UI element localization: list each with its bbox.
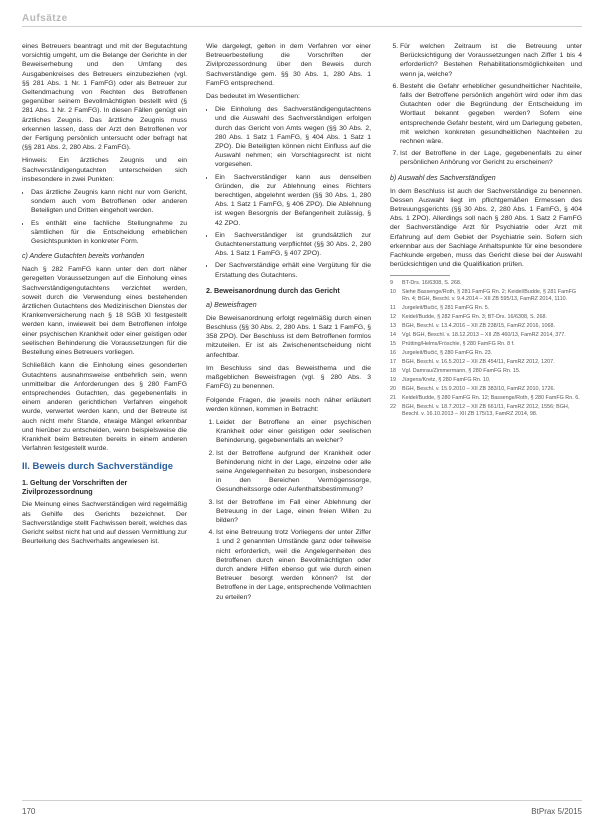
list-item: • Das ärztliche Zeugnis kann nicht nur vom Gericht, sondern auch vom Betroffenen oder anderen Beteiligten und Dritten eingeholt werden. — [31, 188, 187, 216]
paragraph: Hinweis: Ein ärztliches Zeugnis und ein Sachverständigengutachten unterscheiden sich insbesondere in zwei Punkten: — [22, 157, 187, 183]
footnote-text: BGH, Beschl. v. 16.5.2012 – XII ZB 454/11, FamRZ 2012, 1207. — [402, 359, 555, 366]
footnote-text: Prütting/Helms/Fröschle, § 280 FamFG Rn. 8 f. — [402, 341, 515, 348]
footnote-number: 11 — [390, 305, 396, 312]
footnote-text: Keidel/Budde, § 280 FamFG Rn. 12; Bassenge/Roth, § 280 FamFG Rn. 6. — [402, 395, 580, 402]
footnote — [390, 332, 582, 339]
footnote-number: 21 — [390, 395, 396, 402]
page-footer — [22, 800, 582, 821]
list-item: • Es enthält eine fachliche Stellungnahme zu sämtlichen für die Entscheidung erheblichen Gesichtspunkten in konkreter Form. — [31, 219, 187, 247]
paragraph: Das bedeutet im Wesentlichen: — [206, 93, 300, 101]
list-item: 5. Für welchen Zeitraum ist die Betreuung unter Berücksichtigung der Voraussetzungen nach Ziffer 1 bis 4 erforderlich? Bestehen Rehabilitationsmöglichkeiten und wenn ja, welche? — [400, 42, 582, 79]
list-item: • Die Einholung des Sachverständigengutachtens und die Auswahl des Sachverständigen erfolgen durch das Gericht von Amts wegen (§§ 30 Abs. 2, 280 Abs. 1 Satz 1 FamFG, § 404 Abs. 1 Satz 1 ZPO). Die Beteiligten können nicht Einfluss auf die Auswahl nehmen; ein Vorschlagsrecht ist nicht vorgesehen. — [215, 105, 371, 169]
numbered-list — [390, 42, 582, 168]
footnote-number: 15 — [390, 341, 396, 348]
page-number: 170 — [22, 807, 36, 816]
footnote — [390, 350, 582, 357]
footnote-divider — [390, 275, 450, 276]
section-heading: II. Beweis durch Sachverständige — [22, 461, 173, 473]
footnote — [390, 305, 582, 312]
footnote — [390, 395, 582, 402]
footnote-text: Keidel/Budde, § 282 FamFG Rn. 3; BT-Drs. 16/6308, S. 268. — [402, 314, 548, 321]
subsection-heading: b) Auswahl des Sachverständigen — [390, 174, 496, 182]
footnote-number: 14 — [390, 332, 396, 339]
paragraph: Die Meinung eines Sachverständigen wird regelmäßig als Gehilfe des Gerichts bezeichnet. Der Sachverständige stellt Fachwissen bereit, welches das Gericht selbst nicht hat und auf dessen Vermittlung zur Beurteilung des Sachverhalts angewiesen ist. — [22, 501, 187, 546]
footnote-number: 9 — [390, 280, 393, 287]
footnote — [390, 314, 582, 321]
column-right — [390, 42, 582, 788]
footnote-text: Vgl. BGH, Beschl. v. 18.12.2013 – XII ZB 460/13, FamRZ 2014, 377. — [402, 332, 566, 339]
list-item: 2. Ist der Betroffene aufgrund der Krankheit oder Behinderung nicht in der Lage, einzelne oder alle seine Angelegenheiten zu besorgen, insbesondere in den Bereichen Vermögenssorge, Gesundheitssorge oder Aufenthaltsbestimmung? — [216, 449, 371, 495]
paragraph: Wie dargelegt, gelten in dem Verfahren vor einer Betreuerbestellung die Vorschriften der Zivilprozessordnung über den Beweis durch Sachverständige gem. §§ 30 Abs. 1, 280 Abs. 1 FamFG entsprechend. — [206, 43, 371, 87]
list-item: 3. Ist der Betroffene im Fall einer Ablehnung der Betreuung in der Lage, einen freien Willen zu bilden? — [216, 498, 371, 526]
footnote-text: Jurgeleit/Bučić, § 280 FamFG Rn. 23. — [402, 350, 493, 357]
footnote-text: BGH, Beschl. v. 13.4.2016 – XII ZB 238/15, FamRZ 2016, 1068. — [402, 323, 556, 330]
bullet-list — [22, 188, 187, 246]
footnote — [390, 359, 582, 366]
column-middle — [206, 42, 371, 788]
paragraph: Schließlich kann die Einholung eines gesonderten Gutachtens ausnahmsweise entbehrlich sein, wenn unmittelbar die Anforderungen des § 280 FamFG entsprechendes Gutachten, das gegebenenfalls in einem anderen gerichtlichen Verfahren eingeholt wurde, verwertet werden kann, und der Betreute ist auch nicht mehr Stande, etwaige Mängel erkennbar und hierüber zu entscheiden, wenn beispielsweise die Krankheit beim Betreuten bereits in einem anderen Verfahren festgestellt wurde. — [22, 362, 187, 453]
footnotes — [390, 280, 582, 418]
footnote-text: Vgl. Damrau/Zimmermann, § 280 FamFG Rn. 15. — [402, 368, 521, 375]
footnote — [390, 404, 582, 418]
paragraph: In dem Beschluss ist auch der Sachverständige zu benennen. Dessen Auswahl liegt im pflichtgemäßen Ermessen des Betreuungsgerichts (§§ 30 Abs. 2, 280 Abs. 1 FamFG, § 404 Abs. 1 ZPO). Allerdings soll nach § 280 Abs. 1 Satz 2 FamFG der Sachverständige Arzt für Psychiatrie oder Arzt mit Erfahrung auf dem Gebiet der Psychiatrie sein. Sofern sich erkennbar aus der Sachlage Anhaltspunkte für eine besondere Fachkunde ergeben, muss das Gericht diese bei der Auswahl berücksichtigen und die Qualifikation prüfen. — [390, 187, 582, 269]
paragraph: Nach § 282 FamFG kann unter den dort näher geregelten Voraussetzungen auf die Einholung eines Sachverständigengutachtens verzichtet werden, soweit durch die Verwendung eines bestehenden ärztlichen Gutachtens des Medizinischen Dienstes der Krankenversicherung nach § 18 SGB XI festgestellt werden kann, inwieweit bei dem Betroffenen infolge einer psychischen Krankheit oder einer geistigen oder seelischen Behinderung die Voraussetzungen für die Bestellung eines Betreuers vorliegen. — [22, 266, 187, 357]
list-item: 1. Leidet der Betroffene an einer psychischen Krankheit oder einer geistigen oder seelischen Behinderung, gegebenenfalls an welcher? — [216, 418, 371, 446]
footnote-number: 19 — [390, 377, 396, 384]
footnote-number: 22 — [390, 404, 396, 411]
journal-issue: BtPrax 5/2015 — [531, 807, 582, 816]
footnote-number: 13 — [390, 323, 396, 330]
subsection-heading: 2. Beweisanordnung durch das Gericht — [206, 285, 340, 295]
list-item: 7. Ist der Betroffene in der Lage, gegebenenfalls zu einer persönlichen Anhörung vor Gericht zu erscheinen? — [400, 149, 582, 167]
footnote-number: 17 — [390, 359, 396, 366]
footnote — [390, 386, 582, 393]
subsection-heading: c) Andere Gutachten bereits vorhanden — [22, 253, 145, 261]
paragraph: Im Beschluss sind das Beweisthema und die maßgeblichen Beweisfragen (vgl. § 280 Abs. 3 FamFG) zu benennen. — [206, 364, 371, 391]
footnote-text: BT-Drs. 16/6308, S. 268. — [402, 280, 462, 287]
section-label: Aufsätze — [22, 13, 68, 24]
numbered-list — [206, 418, 371, 602]
footnote-number: 10 — [390, 289, 396, 296]
column-left — [22, 42, 187, 788]
footnote-number: 18 — [390, 368, 396, 375]
footnote — [390, 341, 582, 348]
footnote-text: Jürgens/Kretz, § 280 FamFG Rn. 10. — [402, 377, 491, 384]
footnote-text: BGH, Beschl. v. 15.9.2010 – XII ZB 383/10, FamRZ 2010, 1726. — [402, 386, 556, 393]
list-item: 6. Besteht die Gefahr erheblicher gesundheitlicher Nachteile, falls der Betroffene persönlich angehört wird oder ihm das Gutachten oder die Begründung der Entscheidung im Wortlaut bekannt gegeben werden? Sofern eine entsprechende Gefahr besteht, wird um Darlegung gebeten, mit welchen konkreten gesundheitlichen Nachteilen zu rechnen wäre. — [400, 82, 582, 146]
footnote — [390, 280, 582, 287]
list-item: • Der Sachverständige erhält eine Vergütung für die Erstattung des Gutachtens. — [215, 261, 371, 279]
subsection-heading: 1. Geltung der Vorschriften der Zivilprozessordnung — [22, 478, 128, 497]
footnote — [390, 323, 582, 330]
list-item: • Ein Sachverständiger kann aus denselben Gründen, die zur Ablehnung eines Richters berechtigen, abgelehnt werden (§§ 30 Abs. 1, 280 Abs. 1 Satz 1 FamFG, § 406 ZPO). Die Ablehnung ist wegen Besorgnis der Befangenheit zulässig, § 42 ZPO. — [215, 173, 371, 228]
footnote-number: 20 — [390, 386, 396, 393]
footnote-number: 16 — [390, 350, 396, 357]
footnote — [390, 377, 582, 384]
footnote-text: Jurgeleit/Bučić, § 281 FamFG Rn. 5. — [402, 305, 490, 312]
list-item: • Ein Sachverständiger ist grundsätzlich zur Gutachtenerstattung verpflichtet (§§ 30 Abs. 2, 280 Abs. 1 Satz 1 FamFG, § 407 ZPO). — [215, 231, 371, 259]
footnote-text: BGH, Beschl. v. 18.7.2012 – XII ZB 661/11, FamRZ 2012, 1556; BGH, Beschl. v. 16.10.2013 – XII ZB 175/13, FamRZ 2014, 98. — [402, 404, 570, 418]
running-header — [22, 8, 582, 27]
footnote — [390, 368, 582, 375]
paragraph: eines Betreuers beantragt und mit der Begutachtung vorsichtig umgeht, um die Belange der Gerichte in der Beweiserhebung und den Umfang des Ausgabenkreises des Betreuers einzubeziehen (vgl. §§ 281 Abs. 1 Nr. 1 FamFG) oder als Betreuer zur Geltendmachung von Rechten des Betroffenen gegenüber seinem Bevollmächtigten bestellt wird (§ 281 Abs. 1 Nr. 2 FamFG). In diesen Fällen genügt ein ärztliches Zeugnis. Das ärztliche Zeugnis muss erkennen lassen, dass der Arzt den Betroffenen vor der Fertigung persönlich untersucht oder befragt hat (§§ 281 Abs. 2, 280 Abs. 2 FamFG). — [22, 43, 187, 152]
bullet-list — [206, 105, 371, 280]
footnote — [390, 289, 582, 303]
footnote-number: 12 — [390, 314, 396, 321]
footnote-text: Siehe Bassenge/Roth, § 281 FamFG Rn. 2; Keidel/Budde, § 281 FamFG Rn. 4; BGH, Beschl. v. 9.4.2014 – XII ZB 595/13, FamRZ 2014, 1110. — [402, 289, 577, 303]
subsection-heading: a) Beweisfragen — [206, 301, 257, 309]
paragraph: Die Beweisanordnung erfolgt regelmäßig durch einen Beschluss (§§ 30 Abs. 2, 280 Abs. 1 Satz 1 FamFG, § 358 ZPO). Der Beschluss ist dem Betroffenen formlos mitzuteilen. Er ist als Zwischenentscheidung nicht anfechtbar. — [206, 314, 371, 359]
list-item: 4. Ist eine Betreuung trotz Vorliegens der unter Ziffer 1 und 2 genannten Umstände ganz oder teilweise nicht erforderlich, weil die Angelegenheiten des Betroffenen durch einen Bevollmächtigten oder durch andere Hilfen ebenso gut wie durch einen Betreuer besorgt werden können? Ist der Betroffene in der Lage, entsprechende Vollmachten zu erteilen? — [216, 528, 371, 602]
paragraph: Folgende Fragen, die jeweils noch näher erläutert werden können, kommen in Betracht: — [206, 396, 371, 413]
